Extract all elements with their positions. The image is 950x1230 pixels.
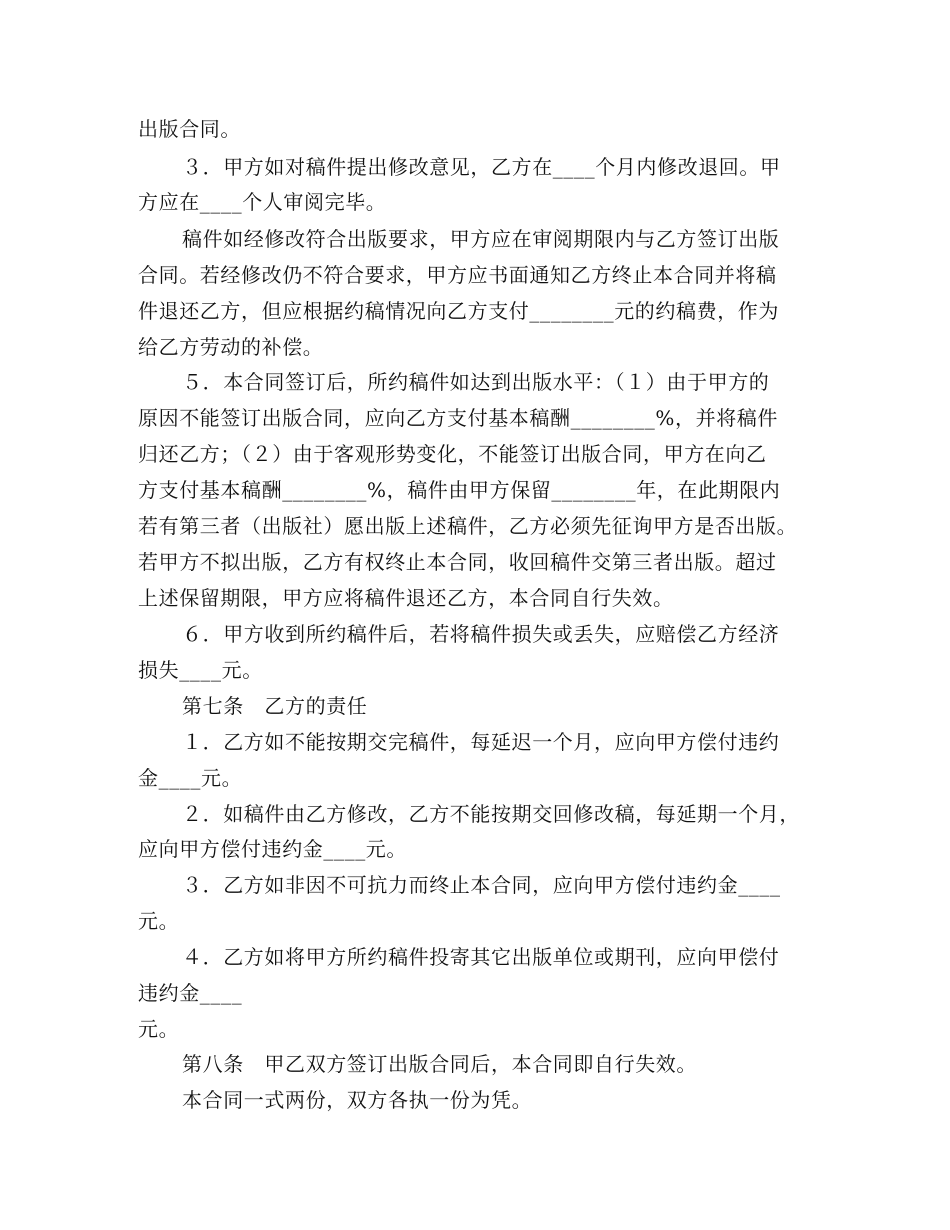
text-line-8: ５．本合同签订后，所约稿件如达到出版水平：（１）由于甲方的 [182, 370, 770, 394]
text-line-21: 应向甲方偿付违约金____元。 [138, 837, 407, 861]
text-line-19: 金____元。 [138, 766, 243, 790]
section-heading-8: 第八条 甲乙双方签订出版合同后，本合同即自行失效。 [182, 1052, 697, 1076]
text-line-4: 稿件如经修改符合出版要求，甲方应在审阅期限内与乙方签订出版 [182, 227, 780, 251]
text-line-9: 原因不能签订出版合同，应向乙方支付基本稿酬________%，并将稿件 [138, 406, 779, 430]
section-heading-7: 第七条 乙方的责任 [182, 694, 368, 718]
text-line-28: 本合同一式两份，双方各执一份为凭。 [182, 1088, 533, 1112]
text-line-22: ３．乙方如非因不可抗力而终止本合同，应向甲方偿付违约金____ [182, 873, 781, 897]
text-line-10: 归还乙方；（２）由于客观形势变化，不能签订出版合同，甲方在向乙 [138, 442, 767, 466]
text-line-23: 元。 [138, 909, 180, 933]
text-line-18: １．乙方如不能按期交完稿件，每延迟一个月，应向甲方偿付违约 [182, 730, 780, 754]
text-line-13: 若甲方不拟出版，乙方有权终止本合同，收回稿件交第三者出版。超过 [138, 550, 777, 574]
text-line-25: 违约金____ [138, 981, 243, 1005]
text-line-6: 件退还乙方，但应根据约稿情况向乙方支付________元的约稿费，作为 [138, 299, 779, 323]
text-line-7: 给乙方劳动的补偿。 [138, 335, 324, 359]
text-line-24: ４．乙方如将甲方所约稿件投寄其它出版单位或期刊，应向甲偿付 [182, 945, 780, 969]
text-line-5: 合同。若经修改仍不符合要求，甲方应书面通知乙方终止本合同并将稿 [138, 263, 777, 287]
text-line-12: 若有第三者（出版社）愿出版上述稿件，乙方必须先征询甲方是否出版。 [138, 514, 798, 538]
text-line-20: ２．如稿件由乙方修改，乙方不能按期交回修改稿，每延期一个月， [182, 802, 800, 826]
text-line-26: 元。 [138, 1017, 180, 1041]
text-line-2: ３．甲方如对稿件提出修改意见，乙方在____个月内修改退回。甲 [182, 155, 781, 179]
text-line-11: 方支付基本稿酬________%，稿件由甲方保留________年，在此期限内 [138, 478, 781, 502]
text-line-16: 损失____元。 [138, 658, 263, 682]
text-line-15: ６．甲方收到所约稿件后，若将稿件损失或丢失，应赔偿乙方经济 [182, 622, 780, 646]
text-line-3: 方应在____个人审阅完毕。 [138, 190, 387, 214]
text-line-14: 上述保留期限，甲方应将稿件退还乙方，本合同自行失效。 [138, 586, 674, 610]
text-line-1: 出版合同。 [138, 117, 241, 141]
